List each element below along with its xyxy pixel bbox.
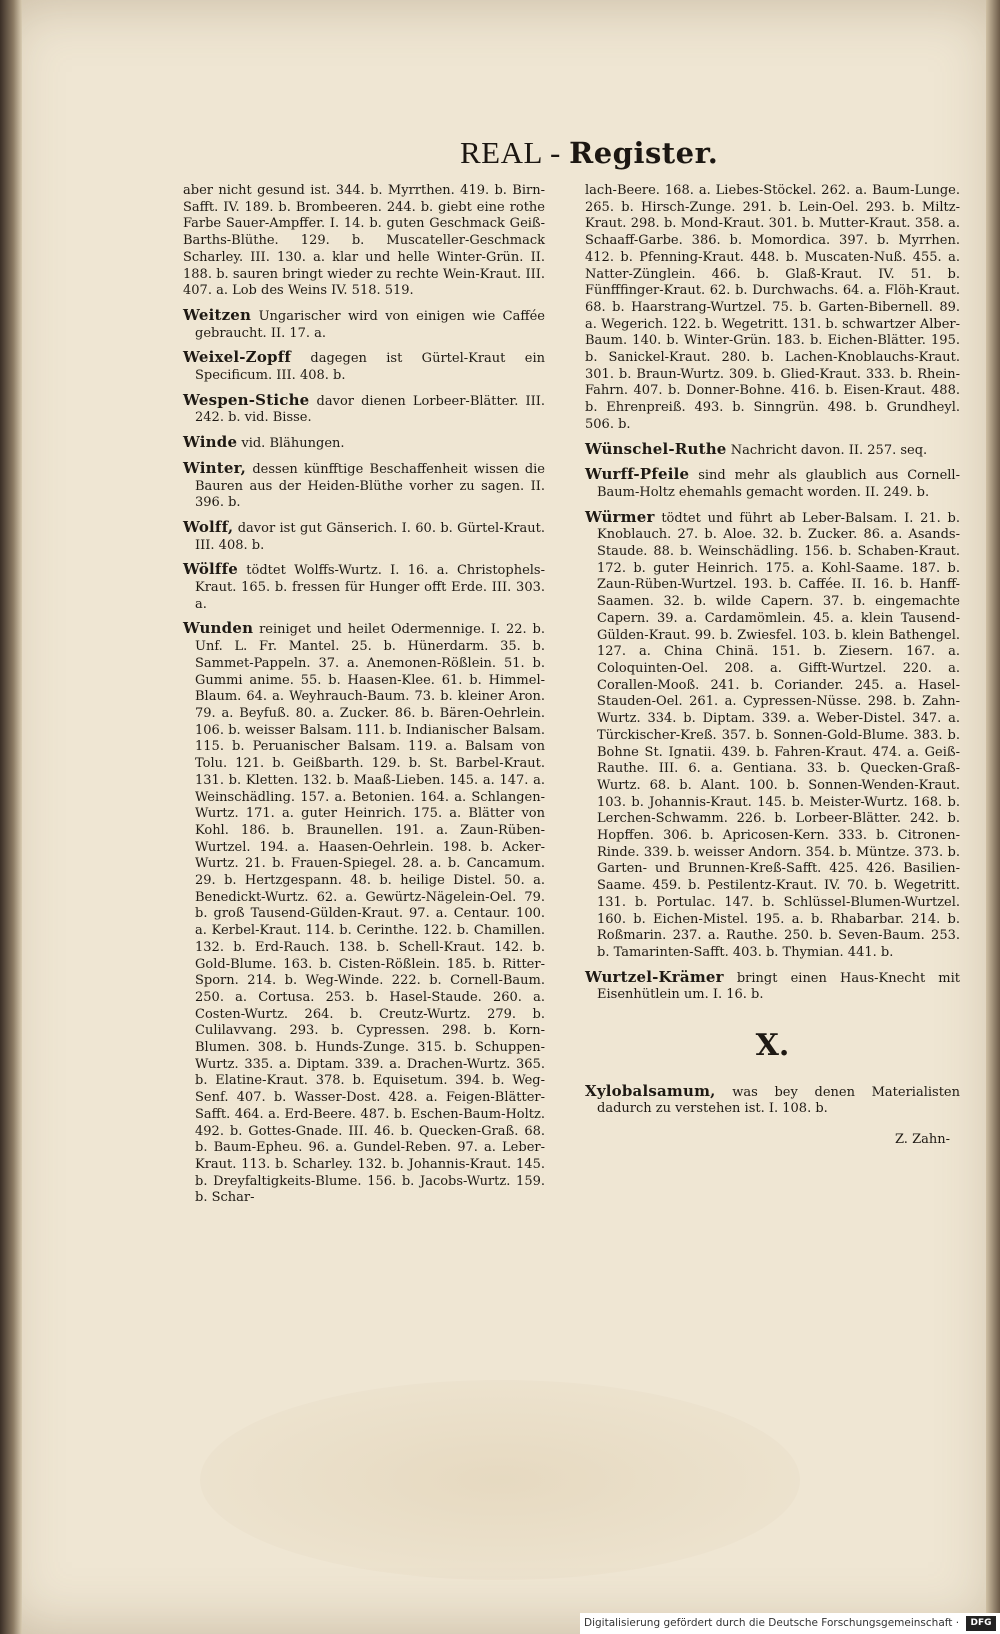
entry-text: tödtet Wolffs-Wurtz. I. 16. a. Christophels-Kraut. 165. b. fressen für Hunger offt Erde. III. 303. a.	[195, 563, 545, 612]
entry-headword: Xylobalsamum,	[585, 1081, 716, 1100]
index-entry	[183, 620, 545, 1207]
index-entry	[585, 441, 960, 460]
entry-headword: Wünschel-Ruthe	[585, 439, 727, 458]
index-entry	[585, 1083, 960, 1118]
index-entry	[183, 460, 545, 512]
index-entry	[183, 183, 545, 300]
entry-headword: Wurff-Pfeile	[585, 465, 690, 484]
page-title	[460, 135, 719, 171]
entry-text: dagegen ist Gürtel-Kraut ein Specificum. III. 408. b.	[195, 351, 545, 384]
left-column	[183, 183, 545, 1214]
entry-text: was bey denen Materialisten dadurch zu verstehen ist. I. 108. b.	[597, 1084, 960, 1117]
entry-headword: Wölffe	[183, 560, 238, 579]
entry-headword: Wurtzel-Krämer	[585, 967, 724, 986]
entry-text: tödtet und führt ab Leber-Balsam. I. 21. b. Knoblauch. 27. b. Aloe. 32. b. Zucker. 86. a. Asands-Staude. 88. b. Weinschädling. 156. b. Schaben-Kraut. 172. b. guter Heinrich. 175. a. Kohl-Saame. 187. b. Zaun-Rüben-Wurtzel. 193. b. Caffée. II. 16. b. Hanff-Saamen. 32. b. wilde Capern. 37. b. eingemachte Capern. 39. a. Cardamömlein. 45. a. klein Tausend-Gülden-Kraut. 99. b. Zwiesfel. 103. b. klein Bathengel. 127. a. China Chinä. 151. b. Ziesern. 167. a. Coloquinten-Oel. 208. a. Gifft-Wurtzel. 220. a. Corallen-Mooß. 241. b. Coriander. 245. a. Hasel-Stauden-Oel. 261. a. Cypressen-Nüsse. 298. b. Zahn-Wurtz. 334. b. Diptam. 339. a. Weber-Distel. 347. a. Türckischer-Kreß. 357. b. Sonnen-Gold-Blume. 383. b. Bohne St. Ignatii. 439. b. Fahren-Kraut. 474. a. Geiß-Rauthe. III. 6. a. Gentiana. 33. b. Quecken-Graß-Wurtz. 68. b. Alant. 100. b. Sonnen-Wenden-Kraut. 103. b. Johannis-Kraut. 145. b. Meister-Wurtz. 168. b. Lerchen-Schwamm. 226. b. Lorbeer-Blätter. 242. b. Hopffen. 306. b. Apricosen-Kern. 333. b. Citronen-Rinde. 339. b. weisser Andorn. 354. b. Müntze. 373. b. Garten- und Brunnen-Kreß-Safft. 425. 426. Basilien-Saame. 459. b. Pestilentz-Kraut. IV. 70. b. Wegetritt. 131. b. Portulac. 147. b. Schlüssel-Blumen-Wurtzel. 160. b. Eichen-Mistel. 195. a. b. Rhabarbar. 214. b. Roßmarin. 237. a. Rauthe. 250. b. Seven-Baum. 253. b. Tamarinten-Safft. 403. b. Thymian. 441. b.	[597, 510, 960, 960]
index-entry	[585, 509, 960, 962]
index-entry	[585, 969, 960, 1004]
catchword: Z. Zahn-	[895, 1132, 950, 1148]
page-title-register: Register.	[569, 136, 719, 170]
right-column	[585, 183, 960, 1149]
digitization-footer	[580, 1613, 1000, 1634]
index-entry	[183, 349, 545, 384]
entry-headword: Würmer	[585, 507, 655, 526]
index-entry	[183, 307, 545, 342]
entry-text: reiniget und heilet Odermennige. I. 22. b. Unf. L. Fr. Mantel. 25. b. Hünerdarm. 35. b. Sammet-Pappeln. 37. a. Anemonen-Rößlein. 51. b. Gummi anime. 55. b. Haasen-Klee. 61. b. Himmel-Blaum. 64. a. Weyhrauch-Baum. 73. b. kleiner Aron. 79. a. Beyfuß. 80. a. Zucker. 86. b. Bären-Oehrlein. 106. b. weisser Balsam. 111. b. Indianischer Balsam. 115. b. Peruanischer Balsam. 119. a. Balsam von Tolu. 121. b. Geißbarth. 129. b. St. Barbel-Kraut. 131. b. Kletten. 132. b. Maaß-Lieben. 145. a. 147. a. Weinschädling. 157. a. Betonien. 164. a. Schlangen-Wurtz. 171. a. guter Heinrich. 175. a. Blätter von Kohl. 186. b. Braunellen. 191. a. Zaun-Rüben-Wurtzel. 194. a. Haasen-Oehrlein. 198. b. Acker-Wurtz. 21. b. Frauen-Spiegel. 28. a. b. Cancamum. 29. b. Hertzgespann. 48. b. heilige Distel. 50. a. Benedickt-Wurtz. 62. a. Gewürtz-Nägelein-Oel. 79. b. groß Tausend-Gülden-Kraut. 97. a. Centaur. 100. a. Kerbel-Kraut. 114. b. Cerinthe. 122. b. Chamillen. 132. b. Erd-Rauch. 138. b. Schell-Kraut. 142. b. Gold-Blume. 163. b. Cisten-Rößlein. 185. b. Ritter-Sporn. 214. b. Weg-Winde. 222. b. Cornell-Baum. 250. a. Cortusa. 253. b. Hasel-Staude. 260. a. Costen-Wurtz. 264. b. Creutz-Wurtz. 279. b. Culilavvang. 293. b. Cypressen. 298. b. Korn-Blumen. 308. b. Hunds-Zunge. 315. b. Schuppen-Wurtz. 335. a. Diptam. 339. a. Drachen-Wurtz. 365. b. Elatine-Kraut. 378. b. Equisetum. 394. b. Weg-Senf. 407. b. Wasser-Dost. 428. a. Feigen-Blätter-Safft. 464. a. Erd-Beere. 487. b. Eschen-Baum-Holtz. 492. b. Gottes-Gnade. III. 46. b. Quecken-Graß. 68. b. Baum-Epheu. 96. a. Gundel-Reben. 97. a. Leber-Kraut. 113. b. Scharley. 132. b. Johannis-Kraut. 145. b. Dreyfaltigkeits-Blume. 156. b. Jacobs-Wurtz. 159. b. Schar-	[195, 622, 545, 1206]
entry-headword: Winter,	[183, 458, 247, 477]
entry-text: vid. Blähungen.	[237, 436, 345, 452]
index-entry	[183, 392, 545, 427]
index-entry	[585, 466, 960, 501]
entry-headword: Weixel-Zopff	[183, 348, 292, 367]
entry-text: sind mehr als glaublich aus Cornell-Baum-Holtz ehemahls gemacht worden. II. 249. b.	[597, 468, 960, 500]
page-binding-edge	[0, 0, 22, 1634]
entry-text: bringt einen Haus-Knecht mit Eisenhütlein um. I. 16. b.	[597, 970, 960, 1003]
entry-headword: Wunden	[183, 619, 254, 638]
index-entry	[585, 183, 960, 434]
footer-text: Digitalisierung gefördert durch die Deutsche Forschungsgemeinschaft ·	[584, 1617, 960, 1629]
entry-text: davor dienen Lorbeer-Blätter. III. 242. b. vid. Bisse.	[195, 393, 545, 426]
entry-text: lach-Beere. 168. a. Liebes-Stöckel. 262. a. Baum-Lunge. 265. b. Hirsch-Zunge. 291. b. Lein-Oel. 293. b. Miltz-Kraut. 298. b. Mond-Kraut. 301. b. Mutter-Kraut. 358. a. Schaaff-Garbe. 386. b. Momordica. 397. b. Myrrhen. 412. b. Pfenning-Kraut. 448. b. Muscaten-Nuß. 455. a. Natter-Zünglein. 466. b. Glaß-Kraut. IV. 51. b. Fünfffinger-Kraut. 62. b. Durchwachs. 64. a. Flöh-Kraut. 68. b. Haarstrang-Wurtzel. 75. b. Garten-Bibernell. 89. a. Wegerich. 122. b. Wegetritt. 131. b. schwartzer Alber-Baum. 140. b. Winter-Grün. 183. b. Eichen-Blätter. 195. b. Sanickel-Kraut. 280. b. Lachen-Knoblauchs-Kraut. 301. b. Braun-Wurtz. 309. b. Glied-Kraut. 333. b. Rhein-Fahrn. 407. b. Donner-Bohne. 416. b. Eisen-Kraut. 488. b. Ehrenpreiß. 493. b. Sinngrün. 498. b. Grundheyl. 506. b.	[585, 183, 960, 432]
entry-headword: Weitzen	[183, 305, 252, 324]
entry-headword: Wespen-Stiche	[183, 390, 310, 409]
index-entry	[183, 434, 545, 453]
entry-text: dessen künfftige Beschaffenheit wissen die Bauren aus der Heiden-Blüthe vorher zu sagen. II. 396. b.	[195, 461, 545, 511]
index-entry	[183, 561, 545, 613]
paper-stain	[200, 1380, 800, 1580]
entry-text: davor ist gut Gänserich. I. 60. b. Gürtel-Kraut. III. 408. b.	[195, 520, 545, 553]
entry-text: aber nicht gesund ist. 344. b. Myrrthen. 419. b. Birn-Safft. IV. 189. b. Brombeeren. 244. b. giebt eine rothe Farbe Sauer-Ampffer. I. 14. b. guten Geschmack Geiß-Barths-Blüthe. 129. b. Muscateller-Geschmack Scharley. III. 130. a. klar und helle Winter-Grün. II. 188. b. sauren bringt wieder zu rechte Wein-Kraut. III. 407. a. Lob des Weins IV. 518. 519.	[183, 183, 545, 299]
entry-text: Ungarischer wird von einigen wie Caffée gebraucht. II. 17. a.	[195, 308, 545, 341]
page-outer-edge	[986, 0, 1000, 1634]
entry-text: Nachricht davon. II. 257. seq.	[726, 442, 928, 458]
dfg-logo: DFG	[966, 1616, 996, 1631]
entry-headword: Winde	[183, 433, 238, 452]
index-entry	[183, 519, 545, 554]
page-title-real: REAL -	[460, 135, 570, 170]
section-letter: X.	[755, 1028, 790, 1064]
entry-headword: Wolff,	[183, 517, 234, 536]
